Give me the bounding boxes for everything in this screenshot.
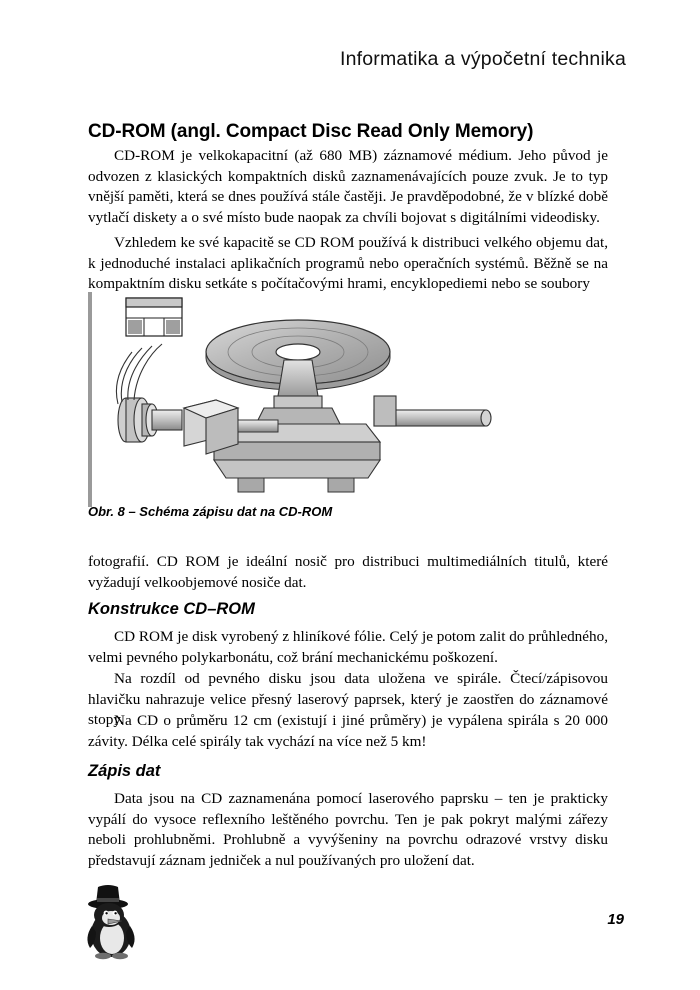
paragraph-1: CD-ROM je velkokapacitní (až 680 MB) záznamové médium. Jeho původ je odvozen z klasických kompaktních disků zaznamenávajících pouze zvuk. Je to typ vnější paměti, která se dnes používá stále častěji. Je pravděpodobné, že v blízké době vytlačí diskety a o své místo bude naopak za chvíli bojovat s digitálními videodisky. <box>88 147 608 226</box>
penguin-mascot <box>78 882 150 960</box>
running-header: Informatika a výpočetní technika <box>339 48 626 70</box>
figure-cd-rom-write-scheme <box>88 292 518 507</box>
figure-prism-housing <box>184 400 238 454</box>
figure-chassis <box>214 424 380 492</box>
konstrukce-paragraph-2: Na rozdíl od pevného disku jsou data uložena ve spirále. Čtecí/zápisovou hlavičku nahrazuje velice přesný laserový paprsek, který je zaostřen do záznamové stopy. <box>88 670 608 729</box>
figure-caption: Obr. 8 – Schéma zápisu dat na CD-ROM <box>88 504 333 519</box>
figure-connector-rod <box>238 420 278 432</box>
page-title: CD-ROM (angl. Compact Disc Read Only Memory) <box>88 120 534 142</box>
konstrukce-paragraph-3: Na CD o průměru 12 cm (existují i jiné průměry) je vypálena spirála s 20 000 závity. Délka celé spirály tak vychází na více než 5 km! <box>88 712 608 750</box>
figure-wires <box>116 344 162 404</box>
page-number: 19 <box>607 911 624 928</box>
zapis-dat-paragraph-1: Data jsou na CD zaznamenána pomocí laserového paprsku – ten je prakticky vypálí do vysoce reflexního leštěného povrchu. Ten je pak pokryt malými zářezy neboli prohlubněmi. Prohlubně a vyvýšeniny na povrchu odrazové vrstvy disku představují záznam jedniček a nul používaných pro uložení dat. <box>88 790 608 869</box>
mascot-body <box>87 903 134 959</box>
figure-left-rule <box>88 292 92 507</box>
figure-chip-box <box>126 298 182 336</box>
cd-rom-write-scheme-diagram <box>88 292 518 507</box>
konstrukce-paragraph-1: CD ROM je disk vyrobený z hliníkové fólie. Celý je potom zalit do průhledného, velmi pevného polykarbonátu, což brání mechanickému poškození. <box>88 628 608 666</box>
paragraph-3: fotografií. CD ROM je ideální nosič pro distribuci multimediálních titulů, které vyžadují velkoobjemové nosiče dat. <box>88 553 608 591</box>
section-heading-konstrukce: Konstrukce CD–ROM <box>88 600 255 618</box>
paragraph-2: Vzhledem ke své kapacitě se CD ROM používá k distribuci velkého objemu dat, k jednoduché instalaci aplikačních programů nebo operačních systémů. Běžně se na kompaktním disku setkáte s počítačovými hrami, encyklopediemi nebo se soubory <box>88 234 608 293</box>
figure-lens-assembly <box>118 398 182 442</box>
section-heading-zapis-dat: Zápis dat <box>88 762 161 780</box>
figure-laser-arm-right <box>374 396 491 426</box>
